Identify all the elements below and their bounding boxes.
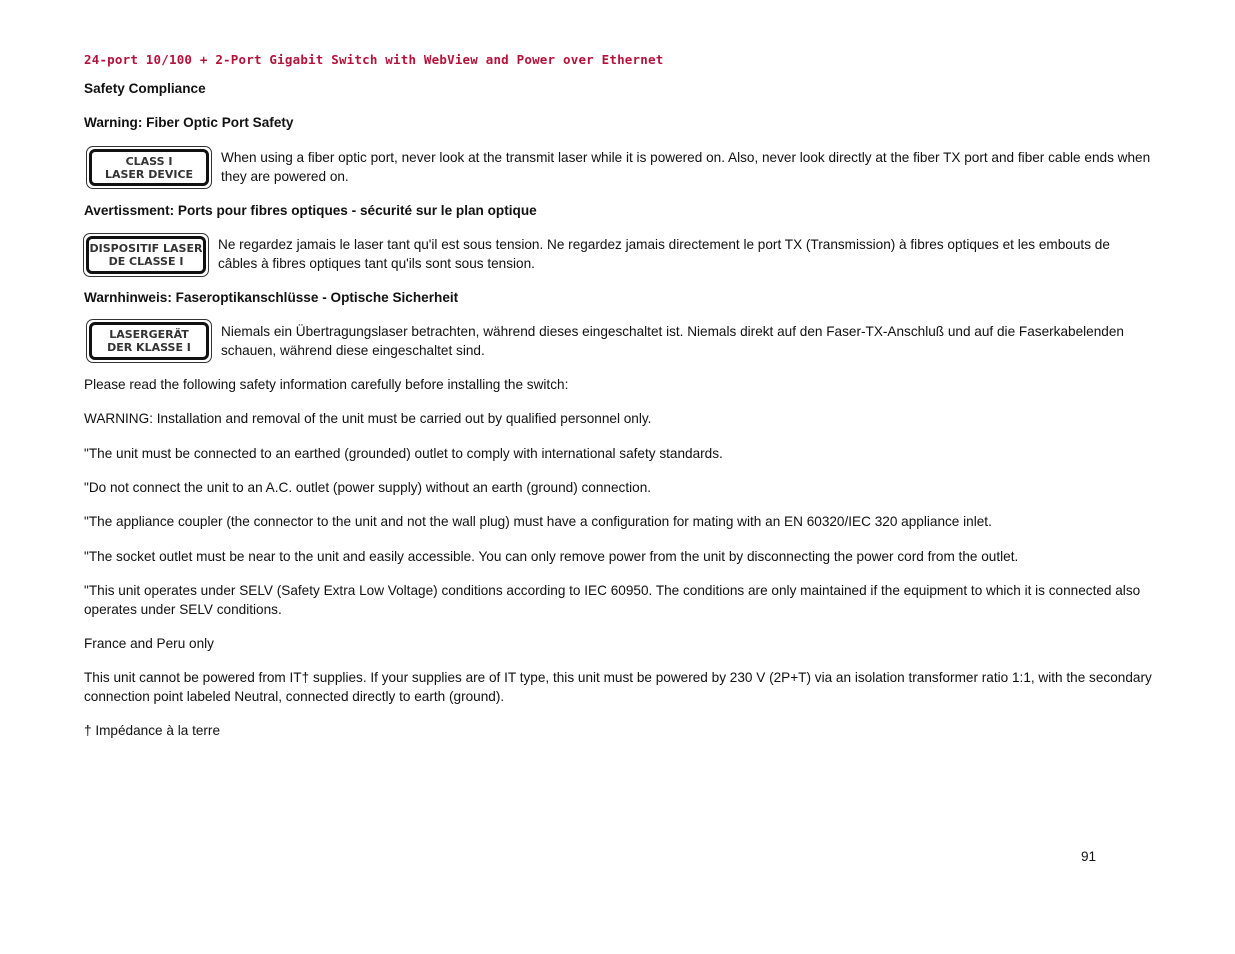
running-header: 24-port 10/100 + 2-Port Gigabit Switch with WebView and Power over Ethernet [84,52,664,67]
warning-heading-en: Warning: Fiber Optic Port Safety [84,115,294,130]
safety-item: "Do not connect the unit to an A.C. outlet (power supply) without an earth (ground) connection. [84,480,652,495]
section-title: Safety Compliance [84,81,206,96]
safety-item: "The socket outlet must be near to the unit and easily accessible. You can only remove power from the unit by disconnecting the power cord from the outlet. [84,549,1019,564]
laser-label-fr [83,233,209,277]
page-number: 91 [1081,849,1097,864]
safety-item: "This unit operates under SELV (Safety Extra Low Voltage) conditions according to IEC 60950. The conditions are only maintained if the equipment to which it is connected also operates under SELV conditions. [84,583,1141,617]
laser-label-en-inner [89,149,209,186]
warning-paragraph: WARNING: Installation and removal of the unit must be carried out by qualified personnel only. [84,411,652,426]
laser-label-de-line1: LASERGERÄT [109,328,189,341]
warning-heading-de: Warnhinweis: Faseroptikanschlüsse - Optische Sicherheit [84,290,459,305]
laser-label-en [86,146,212,189]
warning-text-fr: Ne regardez jamais le laser tant qu'il est sous tension. Ne regardez jamais directement le port TX (Transmission) à fibres optiques et les embouts de câbles à fibres optiques tant qu'ils sont sous tension. [218,237,1110,271]
safety-item: "The appliance coupler (the connector to the unit and not the wall plug) must have a configuration for mating with an EN 60320/IEC 320 appliance inlet. [84,514,992,529]
laser-label-en-line2: LASER DEVICE [104,167,194,181]
warning-text-en: When using a fiber optic port, never look at the transmit laser while it is powered on. Also, never look directly at the fiber TX port and fiber cable ends when they are powered on. [221,150,1151,184]
warning-heading-fr: Avertissment: Ports pour fibres optiques - sécurité sur le plan optique [84,203,537,218]
laser-label-de-inner [89,322,209,360]
warning-text-de: Niemals ein Übertragungslaser betrachten, während dieses eingeschaltet ist. Niemals direkt auf den Faser-TX-Anschluß und auf die Faserkabelenden schauen, während diese eingeschaltet sind. [221,324,1124,358]
laser-label-fr-line1: DISPOSITIF LASER [89,242,203,255]
region-note: France and Peru only [84,636,214,651]
laser-label-de-line2: DER KLASSE I [107,341,191,354]
it-supply-paragraph: This unit cannot be powered from IT† supplies. If your supplies are of IT type, this unit must be powered by 230 V (2P+T) via an isolation transformer ratio 1:1, with the secondary connection point labeled Neutral, connected directly to earth (ground). [84,670,1152,704]
footnote: † Impédance à la terre [84,723,221,738]
laser-label-en-line1: CLASS I [125,154,173,168]
safety-item: "The unit must be connected to an earthed (grounded) outlet to comply with international safety standards. [84,446,723,461]
laser-label-fr-line2: DE CLASSE I [108,255,184,268]
intro-paragraph: Please read the following safety information carefully before installing the switch: [84,377,569,392]
laser-label-fr-inner [86,236,206,274]
laser-label-de [86,319,212,363]
